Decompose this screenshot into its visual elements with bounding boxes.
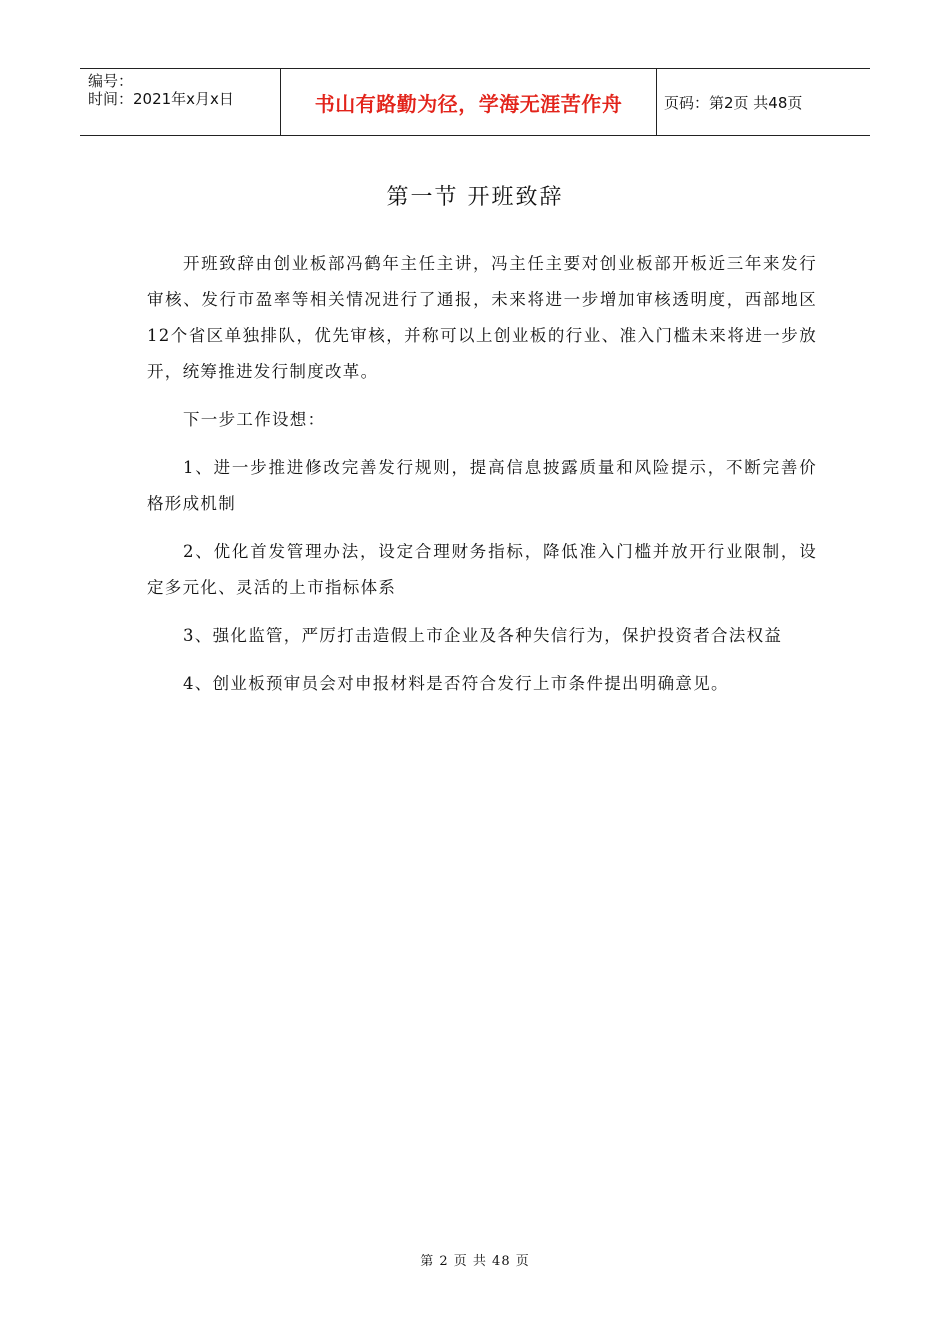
header-motto: 书山有路勤为径，学海无涯苦作舟 bbox=[281, 69, 657, 135]
header-meta bbox=[80, 69, 281, 135]
page-footer: 第 2 页 共 48 页 bbox=[420, 1254, 530, 1269]
paragraph-intro: 开班致辞由创业板部冯鹤年主任主讲，冯主任主要对创业板部开板近三年来发行审核、发行市盈率等相关情况进行了通报，未来将进一步增加审核透明度，西部地区12个省区单独排队，优先审核，并称可以上创业板的行业、准入门槛未来将进一步放开，统筹推进发行制度改革。 bbox=[147, 254, 817, 381]
list-item-1: 1、进一步推进修改完善发行规则，提高信息披露质量和风险提示，不断完善价格形成机制 bbox=[147, 458, 817, 513]
paragraph-next-steps-heading: 下一步工作设想： bbox=[183, 410, 326, 429]
list-item-4: 4、创业板预审员会对申报材料是否符合发行上市条件提出明确意见。 bbox=[183, 674, 729, 693]
list-item-2: 2、优化首发管理办法，设定合理财务指标，降低准入门槛并放开行业限制，设定多元化、灵活的上市指标体系 bbox=[147, 542, 817, 597]
section-title: 第一节 开班致辞 bbox=[386, 185, 564, 210]
time-label: 时间：2021年x月x日 bbox=[88, 90, 234, 108]
page-header bbox=[80, 68, 870, 136]
body-content bbox=[147, 246, 817, 714]
number-label: 编号： bbox=[88, 72, 134, 90]
list-item-3: 3、强化监管，严厉打击造假上市企业及各种失信行为，保护投资者合法权益 bbox=[183, 626, 783, 645]
header-page-info: 页码：第2页 共48页 bbox=[664, 93, 803, 112]
